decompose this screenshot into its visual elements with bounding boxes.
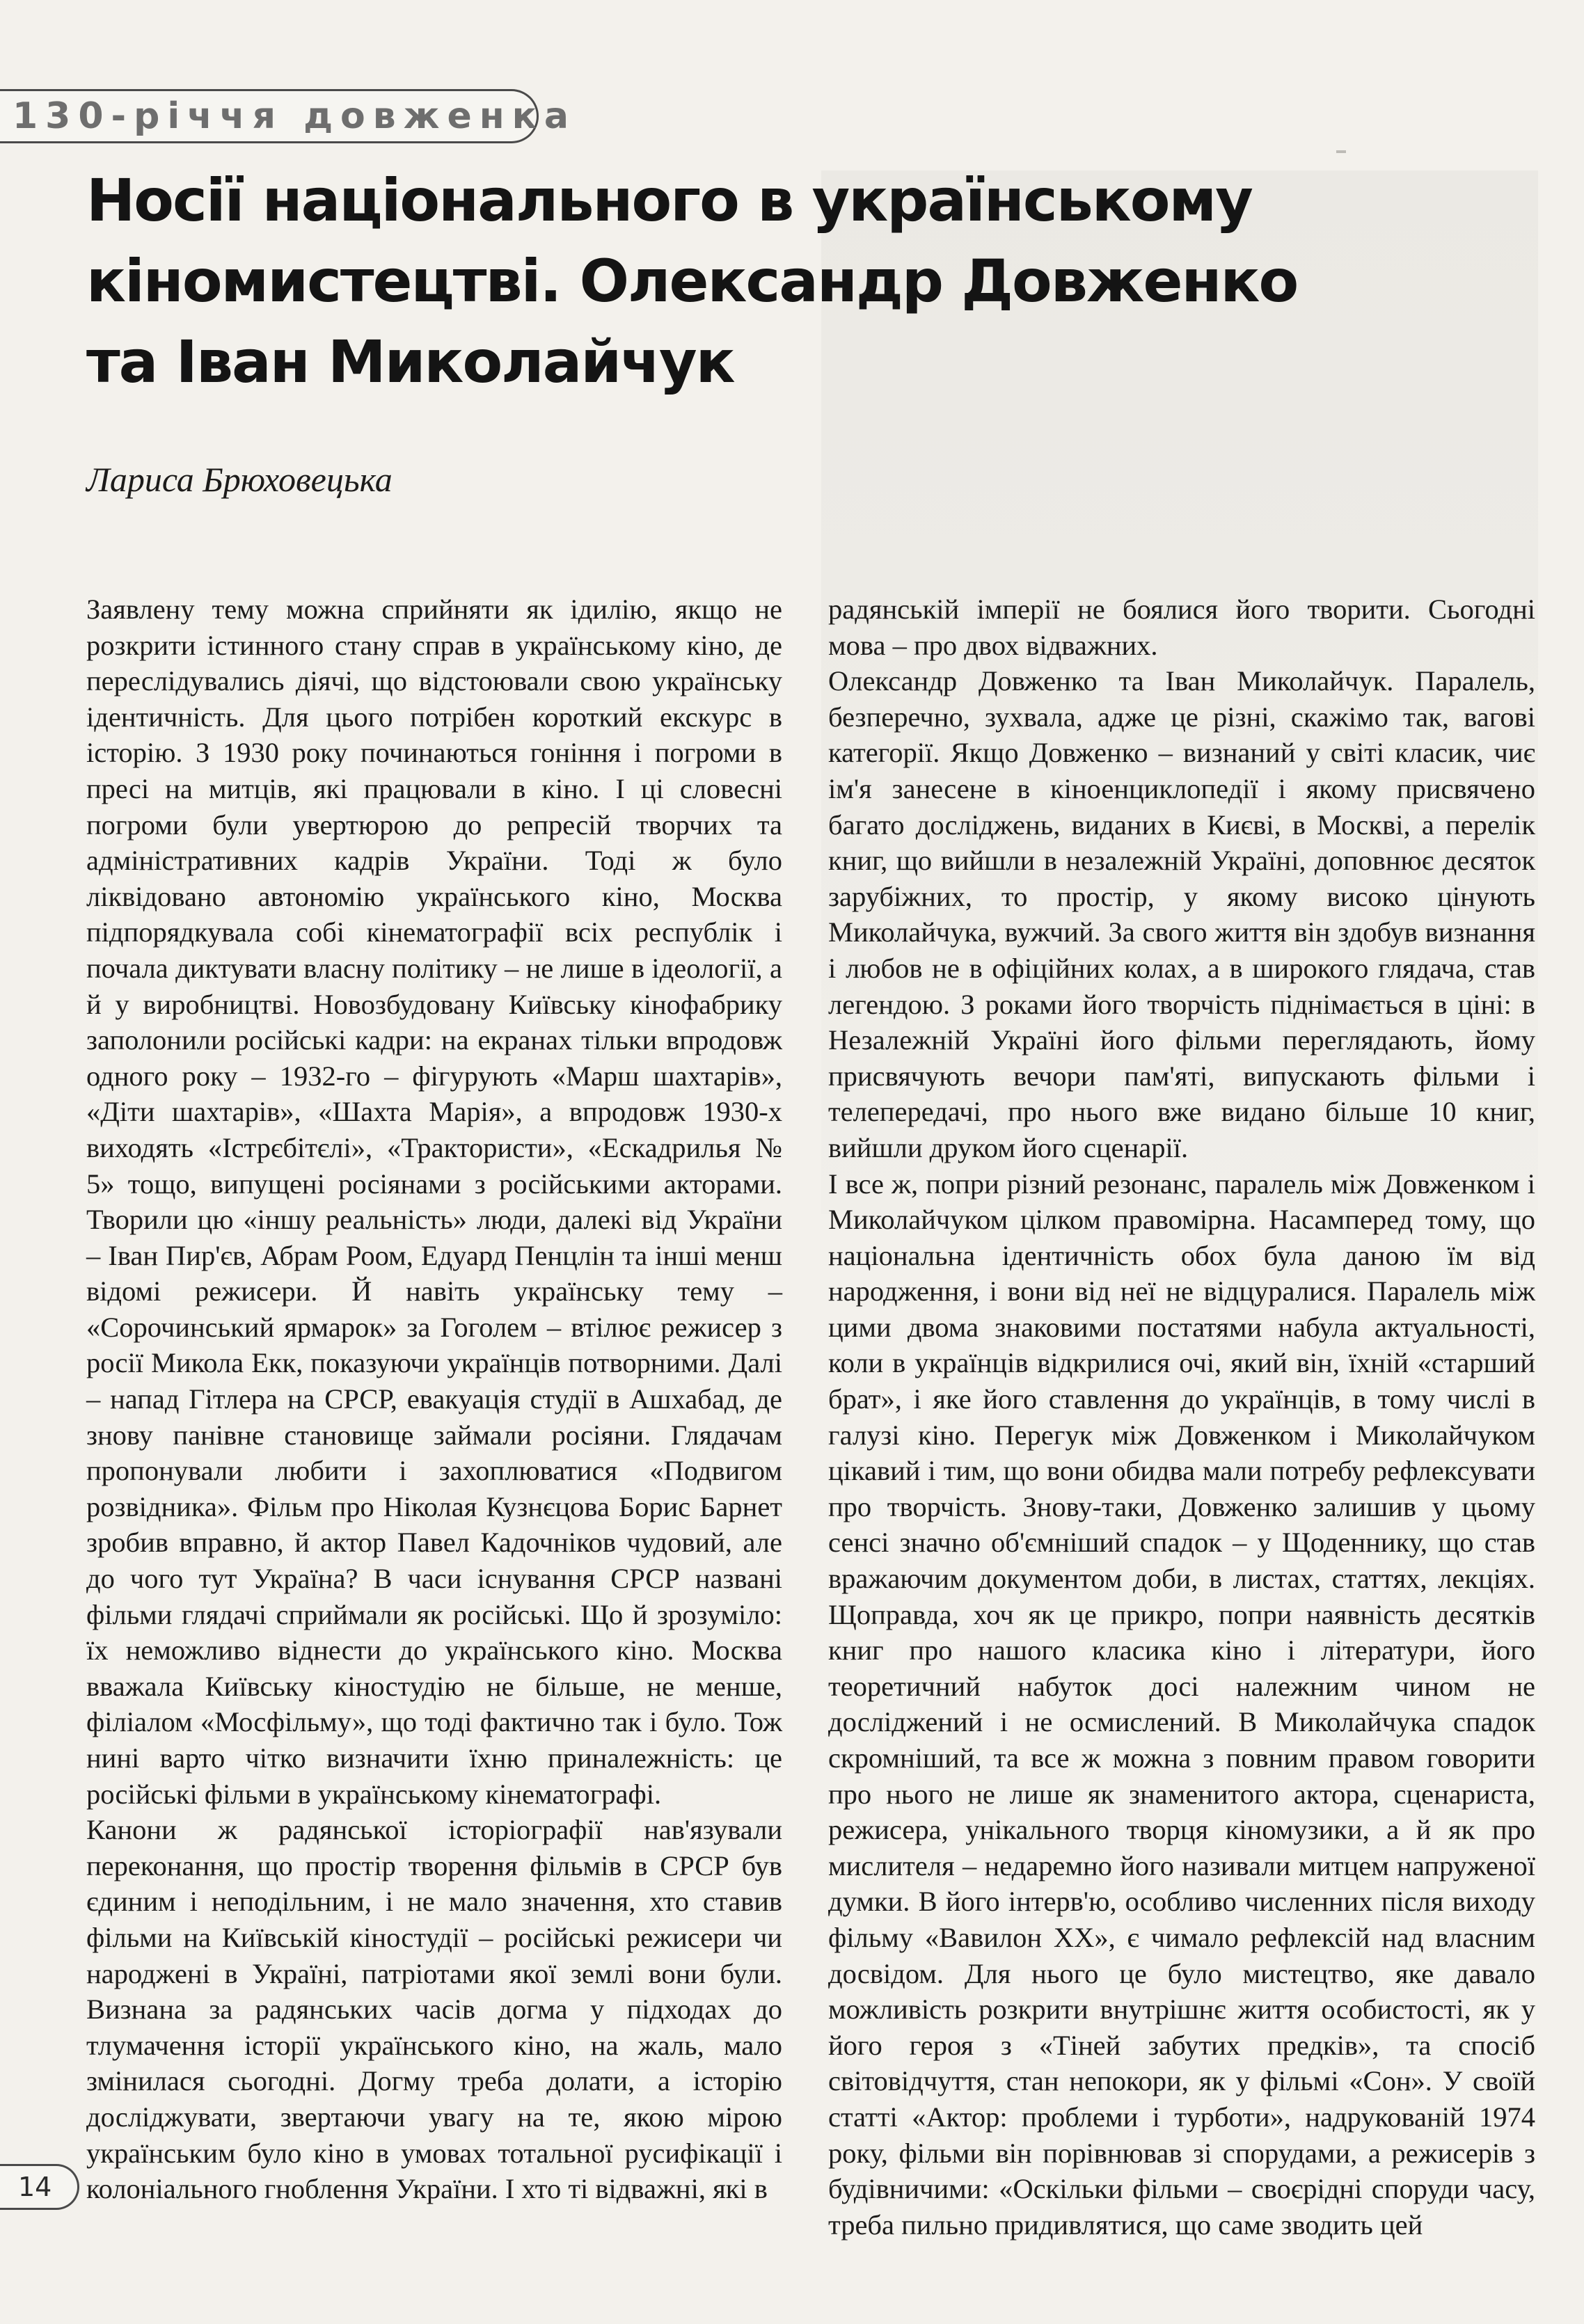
paragraph: І все ж, попри різний резонанс, паралель між Довженком і Миколайчуком цілком правомірна. Насамперед тому, що національна ідентичність обох була даною їм від народження, і вони від неї не відцуралися. Паралель між цими двома знаковими постатями набула актуальності, коли в українців відкрилися очі, який він, їхній «старший брат», і яке його ставлення до українців, в тому числі в галузі кіно. Перегук між Довженком і Миколайчуком цікавий і тим, що вони обидва мали потребу рефлексувати про творчість. Знову-таки, Довженко залишив у цьому сенсі значно об'ємніший спадок – у Щоденнику, що став вражаючим документом доби, в листах, статтях, лекціях. Щоправда, хоч як це прикро, попри наявність десятків книг про нашого класика кіно і літератури, його теоретичний набуток досі належним чином не досліджений і не осмислений. В Миколайчука спадок скромніший, та все ж можна з повним правом говорити про нього не лише як знаменитого актора, сценариста, режисера, унікального творця кіномузики, а й як про мислителя – недаремно його називали митцем напруженої думки. В його інтерв'ю, особливо численних після виходу фільму «Вавилон ХХ», є чимало рефлексій над власним досвідом. Для нього це було мистецтво, яке давало можливість розкрити внутрішнє життя особистості, як у його героя з «Тіней забутих предків», та спосіб світовідчуття, стан непокори, як у фільмі «Сон». У своїй статті «Актор: проблеми і турботи», надрукованій 1974 року, фільми він порівнював зі спорудами, а режисерів з будівничими: «Оскільки фільми – своєрідні споруди часу, треба пильно придивлятися, що саме зводить цей: [828, 1168, 1535, 2241]
page-number-tab: [0, 2164, 79, 2210]
decorative-mark: [1336, 150, 1346, 153]
article-title: Носії національного в українському кіномистецтві. Олександр Довженко та Іван Миколайчук: [86, 166, 1298, 396]
paragraph: Олександр Довженко та Іван Миколайчук. Паралель, безперечно, зухвала, адже це різні, скажімо так, вагові категорії. Якщо Довженко – визнаний у світі класик, чиє ім'я занесене в кіноенциклопедії і якому присвячено багато досліджень, виданих в Києві, в Москві, а перелік книг, що вийшли в незалежній Україні, доповнює десяток зарубіжних, то простір, у якому високо цінують Миколайчука, вужчий. За свого життя він здобув визнання і любов не в офіційних колах, а в широкого глядача, став легендою. З роками його творчість піднімається в ціні: в Незалежній Україні його фільми переглядають, йому присвячують вечори пам'яті, випускають фільми і телепередачі, про нього вже видано більше 10 книг, вийшли друком його сценарії.: [828, 665, 1535, 1163]
paragraph: Заявлену тему можна сприйняти як ідилію, якщо не розкрити істинного стану справ в українському кіно, де переслідувались діячі, що відстоювали свою українську ідентичність. Для цього потрібен короткий екскурс в історію. З 1930 року починаються гоніння і погроми в пресі на митців, які працювали в кіно. І ці словесні погроми були увертюрою до репресій творчих та адміністративних кадрів України. Тоді ж було ліквідовано автономію українського кіно, Москва підпорядкувала собі кінематографії всіх республік і почала диктувати власну політику – не лише в ідеології, а й у виробництві. Новозбудовану Київську кінофабрику заполонили російські кадри: на екранах тільки впродовж одного року – 1932-го – фігурують «Марш шахтарів», «Діти шахтарів», «Шахта Марія», а впродовж 1930-х виходять «Істрєбітєлі», «Трактористи», «Ескадрилья № 5» тощо, випущені росіянами з російськими акторами. Творили цю «іншу реальність» люди, далекі від України – Іван Пир'єв, Абрам Роом, Едуард Пенцлін та інші менш відомі режисери. Й навіть українську тему – «Сорочинський ярмарок» за Гоголем – втілює режисер з росії Микола Екк, показуючи українців потворними. Далі – напад Гітлера на СРСР, евакуація студії в Ашхабад, де знову панівне становище займали росіяни. Глядачам пропонували любити і захоплюватися «Подвигом розвідника». Фільм про Ніколая Кузнєцова Борис Барнет зробив вправно, й актор Павел Кадочніков чудовий, але до чого тут Україна? В часи існування СРСР названі фільми глядачі сприймали як російські. Що й зрозуміло: їх неможливо віднести до українського кіно. Москва вважала Київську кіностудію не більше, не менше, філіалом «Мосфільму», що тоді фактично так і було. Тож нині варто чітко визначити їхню приналежність: це російські фільми в українському кінематографі.: [86, 594, 782, 1810]
page-number: 14: [18, 2172, 52, 2202]
article-author: Лариса Брюховецька: [86, 460, 393, 499]
section-label: 130-річчя довженка: [13, 95, 577, 137]
paragraph: Канони ж радянської історіографії нав'язували переконання, що простір творення фільмів в СРСР був єдиним і неподільним, і не мало значення, хто ставив фільми на Київській кіностудії – російські режисери чи народжені в Україні, патріотами якої землі вони були. Визнана за радянських часів догма у підходах до тлумачення історії українського кіно, на жаль, мало змінилася сьогодні. Догму треба долати, а історію досліджувати, звертаючи увагу на те, якою мірою українським було кіно в умовах тотальної русифікації і колоніального гноблення України. І хто ті відважні, які в: [86, 1814, 782, 2205]
text-column-left: [86, 591, 782, 2207]
paragraph: радянській імперії не боялися його творити. Сьогодні мова – про двох відважних.: [828, 594, 1535, 661]
section-header-tab: [0, 89, 577, 143]
text-column-right: [828, 591, 1535, 2243]
